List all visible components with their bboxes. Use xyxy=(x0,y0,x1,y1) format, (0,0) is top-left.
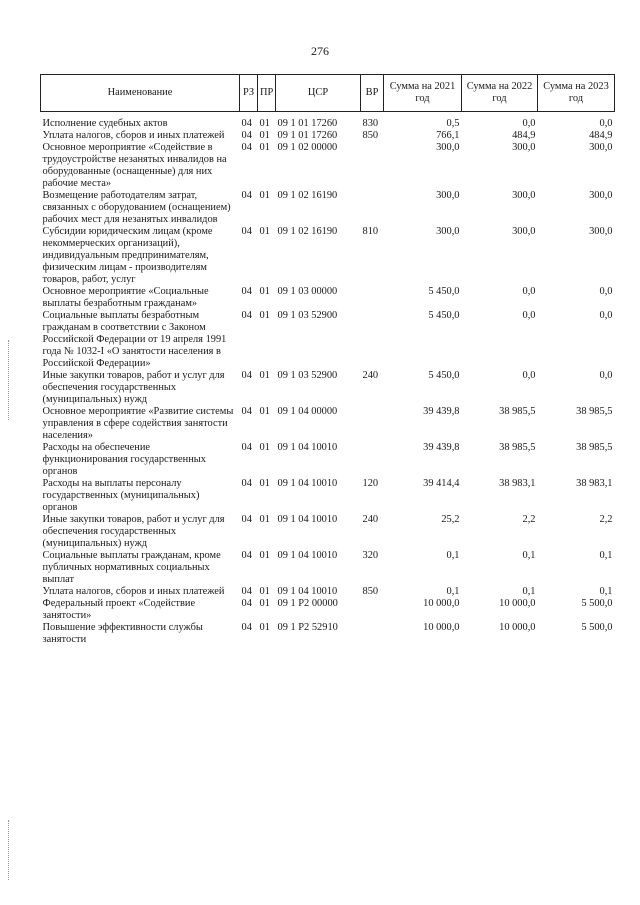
cell-sum-2022: 0,0 xyxy=(522,286,536,297)
cell-sum-2021: 0,1 xyxy=(446,586,460,597)
cell-sum-2021: 300,0 xyxy=(436,226,460,237)
cell-vr: 320 xyxy=(362,550,379,561)
cell-rz: 04 xyxy=(241,370,252,381)
cell-sum-2023: 484,9 xyxy=(589,130,613,141)
cell-vr: 830 xyxy=(362,118,379,129)
cell-vr: 240 xyxy=(362,370,379,381)
cell-sum-2022: 0,0 xyxy=(522,370,536,381)
cell-csr: 09 1 03 52900 xyxy=(277,310,338,321)
cell-name: Основное мероприятие «Содействие в трудоустройстве незанятых инвалидов на оборудованные (оснащенные) для них рабочие места» xyxy=(42,142,227,189)
table-row xyxy=(41,370,615,406)
cell-sum-2023: 0,0 xyxy=(599,310,613,321)
cell-vr xyxy=(361,286,384,310)
cell-sum-2022: 10 000,0 xyxy=(499,622,536,633)
cell-pr: 01 xyxy=(259,406,270,417)
cell-sum-2022: 484,9 xyxy=(512,130,536,141)
cell-sum-2021: 300,0 xyxy=(436,142,460,153)
cell-sum-2023: 2,2 xyxy=(599,514,613,525)
cell-vr: 240 xyxy=(362,514,379,525)
table-row xyxy=(41,586,615,598)
table-row xyxy=(41,622,615,646)
cell-pr: 01 xyxy=(259,190,270,201)
cell-sum-2022: 10 000,0 xyxy=(499,598,536,609)
cell-sum-2022: 2,2 xyxy=(522,514,536,525)
table-row xyxy=(41,286,615,310)
cell-name: Уплата налогов, сборов и иных платежей xyxy=(42,586,225,597)
cell-sum-2022: 38 983,1 xyxy=(499,478,536,489)
page-number: 276 xyxy=(311,44,329,58)
cell-rz: 04 xyxy=(241,598,252,609)
cell-sum-2023: 300,0 xyxy=(589,142,613,153)
cell-vr: 120 xyxy=(362,478,379,489)
cell-csr: 09 1 04 10010 xyxy=(277,514,338,525)
cell-sum-2022: 0,1 xyxy=(522,586,536,597)
cell-pr: 01 xyxy=(259,550,270,561)
cell-sum-2022: 38 985,5 xyxy=(499,406,536,417)
cell-vr xyxy=(361,406,384,442)
cell-name: Повышение эффективности службы занятости xyxy=(42,622,203,645)
header-rz: РЗ xyxy=(240,75,258,112)
cell-sum-2022: 38 985,5 xyxy=(499,442,536,453)
table-row xyxy=(41,190,615,226)
cell-sum-2021: 0,5 xyxy=(446,118,460,129)
cell-vr: 850 xyxy=(362,130,379,141)
cell-sum-2023: 5 500,0 xyxy=(581,622,613,633)
cell-pr: 01 xyxy=(259,142,270,153)
cell-sum-2023: 5 500,0 xyxy=(581,598,613,609)
budget-table xyxy=(40,74,615,646)
cell-rz: 04 xyxy=(241,514,252,525)
cell-vr: 850 xyxy=(362,586,379,597)
cell-sum-2023: 38 985,5 xyxy=(576,442,613,453)
cell-pr: 01 xyxy=(259,598,270,609)
cell-csr: 09 1 01 17260 xyxy=(277,130,338,141)
cell-name: Социальные выплаты гражданам, кроме публичных нормативных социальных выплат xyxy=(42,550,221,585)
cell-csr: 09 1 04 10010 xyxy=(277,478,338,489)
cell-sum-2021: 5 450,0 xyxy=(428,286,460,297)
cell-sum-2023: 0,0 xyxy=(599,118,613,129)
cell-pr: 01 xyxy=(259,622,270,633)
cell-vr xyxy=(361,310,384,370)
cell-sum-2023: 0,0 xyxy=(599,286,613,297)
cell-sum-2021: 300,0 xyxy=(436,190,460,201)
cell-name: Иные закупки товаров, работ и услуг для обеспечения государственных (муниципальных) нужд xyxy=(42,514,225,549)
cell-csr: 09 1 02 00000 xyxy=(277,142,338,153)
cell-pr: 01 xyxy=(259,442,270,453)
cell-rz: 04 xyxy=(241,478,252,489)
cell-pr: 01 xyxy=(259,586,270,597)
cell-name: Расходы на выплаты персоналу государственных (муниципальных) органов xyxy=(42,478,200,513)
header-name: Наименование xyxy=(41,75,240,112)
cell-rz: 04 xyxy=(241,130,252,141)
cell-sum-2022: 300,0 xyxy=(512,190,536,201)
cell-pr: 01 xyxy=(259,370,270,381)
cell-sum-2023: 300,0 xyxy=(589,226,613,237)
cell-csr: 09 1 04 10010 xyxy=(277,442,338,453)
cell-name: Основное мероприятие «Развитие системы управления в сфере содействия занятости населения» xyxy=(42,406,234,441)
cell-sum-2022: 0,1 xyxy=(522,550,536,561)
cell-rz: 04 xyxy=(241,142,252,153)
cell-csr: 09 1 04 10010 xyxy=(277,550,338,561)
cell-pr: 01 xyxy=(259,514,270,525)
cell-rz: 04 xyxy=(241,118,252,129)
cell-csr: 09 1 P2 52910 xyxy=(277,622,338,633)
cell-rz: 04 xyxy=(241,550,252,561)
table-row xyxy=(41,550,615,586)
cell-sum-2021: 39 414,4 xyxy=(423,478,460,489)
cell-csr: 09 1 04 00000 xyxy=(277,406,338,417)
cell-rz: 04 xyxy=(241,442,252,453)
table-row xyxy=(41,310,615,370)
scan-edge-mark xyxy=(8,340,10,420)
cell-csr: 09 1 02 16190 xyxy=(277,226,338,237)
cell-sum-2023: 38 985,5 xyxy=(576,406,613,417)
table-row xyxy=(41,478,615,514)
table-row xyxy=(41,442,615,478)
cell-vr xyxy=(361,442,384,478)
scan-edge-mark xyxy=(8,820,10,880)
cell-rz: 04 xyxy=(241,310,252,321)
cell-sum-2022: 0,0 xyxy=(522,118,536,129)
header-csr: ЦСР xyxy=(276,75,361,112)
table-header-row xyxy=(41,75,615,112)
cell-rz: 04 xyxy=(241,226,252,237)
cell-sum-2021: 10 000,0 xyxy=(423,622,460,633)
cell-rz: 04 xyxy=(241,586,252,597)
cell-name: Расходы на обеспечение функционирования государственных органов xyxy=(42,442,206,477)
cell-sum-2023: 300,0 xyxy=(589,190,613,201)
table-row xyxy=(41,226,615,286)
header-sum-2021: Сумма на 2021 год xyxy=(384,75,462,112)
cell-sum-2021: 766,1 xyxy=(436,130,460,141)
cell-vr xyxy=(361,190,384,226)
cell-name: Иные закупки товаров, работ и услуг для обеспечения государственных (муниципальных) нужд xyxy=(42,370,225,405)
cell-rz: 04 xyxy=(241,622,252,633)
cell-name: Возмещение работодателям затрат, связанных с оборудованием (оснащением) рабочих мест для незанятых инвалидов xyxy=(42,190,231,225)
header-sum-2023: Сумма на 2023 год xyxy=(538,75,615,112)
table-row xyxy=(41,142,615,190)
header-sum-2022: Сумма на 2022 год xyxy=(462,75,538,112)
cell-csr: 09 1 P2 00000 xyxy=(277,598,338,609)
cell-sum-2022: 300,0 xyxy=(512,226,536,237)
cell-sum-2023: 0,1 xyxy=(599,586,613,597)
table-row xyxy=(41,118,615,130)
table-row xyxy=(41,130,615,142)
table-row xyxy=(41,598,615,622)
cell-name: Уплата налогов, сборов и иных платежей xyxy=(42,130,225,141)
cell-pr: 01 xyxy=(259,118,270,129)
cell-sum-2021: 25,2 xyxy=(441,514,460,525)
cell-pr: 01 xyxy=(259,478,270,489)
cell-sum-2021: 5 450,0 xyxy=(428,370,460,381)
header-pr: ПР xyxy=(258,75,276,112)
cell-vr xyxy=(361,622,384,646)
cell-pr: 01 xyxy=(259,226,270,237)
cell-sum-2022: 300,0 xyxy=(512,142,536,153)
cell-sum-2023: 0,0 xyxy=(599,370,613,381)
table-row xyxy=(41,406,615,442)
cell-csr: 09 1 04 10010 xyxy=(277,586,338,597)
cell-name: Субсидии юридическим лицам (кроме некоммерческих организаций), индивидуальным предпринимателям, физическим лицам - производителям товаров, работ, услуг xyxy=(42,226,213,285)
header-vr: ВР xyxy=(361,75,384,112)
cell-vr: 810 xyxy=(362,226,379,237)
cell-csr: 09 1 03 52900 xyxy=(277,370,338,381)
cell-sum-2023: 0,1 xyxy=(599,550,613,561)
cell-rz: 04 xyxy=(241,190,252,201)
cell-name: Исполнение судебных актов xyxy=(42,118,168,129)
cell-csr: 09 1 01 17260 xyxy=(277,118,338,129)
cell-vr xyxy=(361,142,384,190)
cell-rz: 04 xyxy=(241,406,252,417)
cell-pr: 01 xyxy=(259,286,270,297)
cell-name: Федеральный проект «Содействие занятости» xyxy=(42,598,196,621)
cell-sum-2023: 38 983,1 xyxy=(576,478,613,489)
cell-name: Социальные выплаты безработным гражданам в соответствии с Законом Российской Федерации от 19 апреля 1991 года № 1032-I «О занятости населения в Российской Федерации» xyxy=(42,310,227,369)
cell-sum-2021: 10 000,0 xyxy=(423,598,460,609)
cell-sum-2021: 0,1 xyxy=(446,550,460,561)
cell-sum-2021: 39 439,8 xyxy=(423,406,460,417)
cell-sum-2022: 0,0 xyxy=(522,310,536,321)
cell-pr: 01 xyxy=(259,130,270,141)
cell-csr: 09 1 03 00000 xyxy=(277,286,338,297)
cell-csr: 09 1 02 16190 xyxy=(277,190,338,201)
cell-name: Основное мероприятие «Социальные выплаты безработным гражданам» xyxy=(42,286,209,309)
cell-pr: 01 xyxy=(259,310,270,321)
cell-sum-2021: 39 439,8 xyxy=(423,442,460,453)
cell-vr xyxy=(361,598,384,622)
cell-rz: 04 xyxy=(241,286,252,297)
table-body xyxy=(41,112,615,647)
cell-sum-2021: 5 450,0 xyxy=(428,310,460,321)
table-row xyxy=(41,514,615,550)
